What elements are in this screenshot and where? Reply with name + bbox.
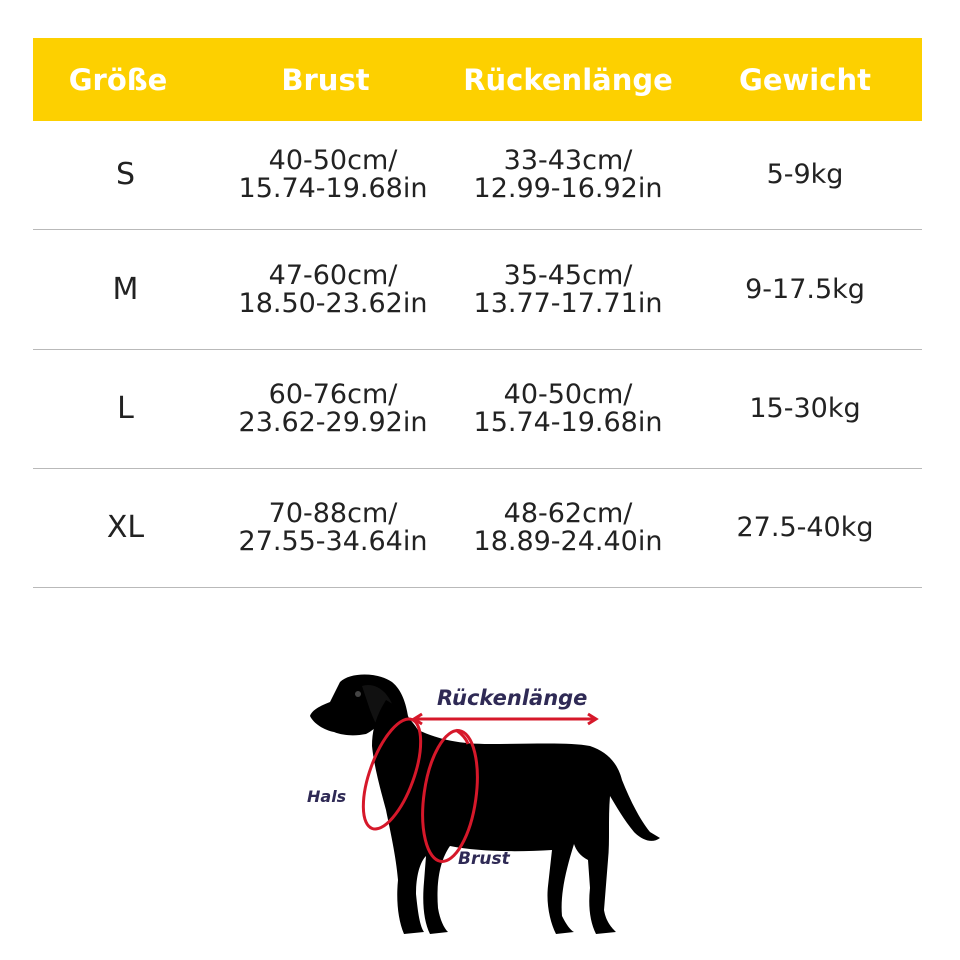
chest-in: 15.74-19.68in [238,173,428,204]
chest-cm: 70-88cm/ [268,498,398,529]
chest-cell [218,259,448,319]
header-size: Größe [68,62,168,97]
back-length-cell [448,259,688,319]
weight-cell: 27.5-40kg [736,512,874,543]
size-cell: XL [106,510,145,545]
back-length-label: Rückenlänge [437,686,588,710]
weight-cell: 9-17.5kg [745,273,865,305]
header-weight: Gewicht [739,62,871,97]
back-cm: 35-45cm/ [503,259,633,291]
chest-cm: 40-50cm/ [268,145,398,176]
table-row [33,469,922,588]
size-cell: L [117,391,134,426]
back-in: 18.89-24.40in [473,526,663,557]
size-cell: M [112,271,139,307]
chest-cell [218,381,448,437]
chest-cell [218,500,448,556]
header-back-length: Rückenlänge [463,62,673,97]
table-row [33,350,922,469]
weight-cell: 15-30kg [749,393,861,424]
table-row [33,230,922,350]
neck-label: Hals [307,787,347,806]
chest-cm: 47-60cm/ [268,259,398,291]
chest-label: Brust [458,849,510,869]
back-in: 15.74-19.68in [473,407,663,438]
table-row [33,121,922,230]
size-cell: S [115,157,136,192]
back-length-cell [448,147,688,203]
size-table [33,38,922,588]
chest-cell [218,147,448,203]
back-cm: 33-43cm/ [503,145,633,176]
back-length-cell [448,381,688,437]
chest-in: 27.55-34.64in [238,526,428,557]
back-cm: 48-62cm/ [503,498,633,529]
dog-eye [355,691,361,697]
back-in: 12.99-16.92in [473,173,663,204]
weight-cell: 5-9kg [766,159,844,190]
chest-cm: 60-76cm/ [268,379,398,410]
back-cm: 40-50cm/ [503,379,633,410]
chest-in: 23.62-29.92in [238,407,428,438]
header-chest: Brust [281,62,370,97]
back-length-cell [448,500,688,556]
chest-in: 18.50-23.62in [238,287,428,319]
table-header [33,38,922,121]
back-in: 13.77-17.71in [473,287,663,319]
